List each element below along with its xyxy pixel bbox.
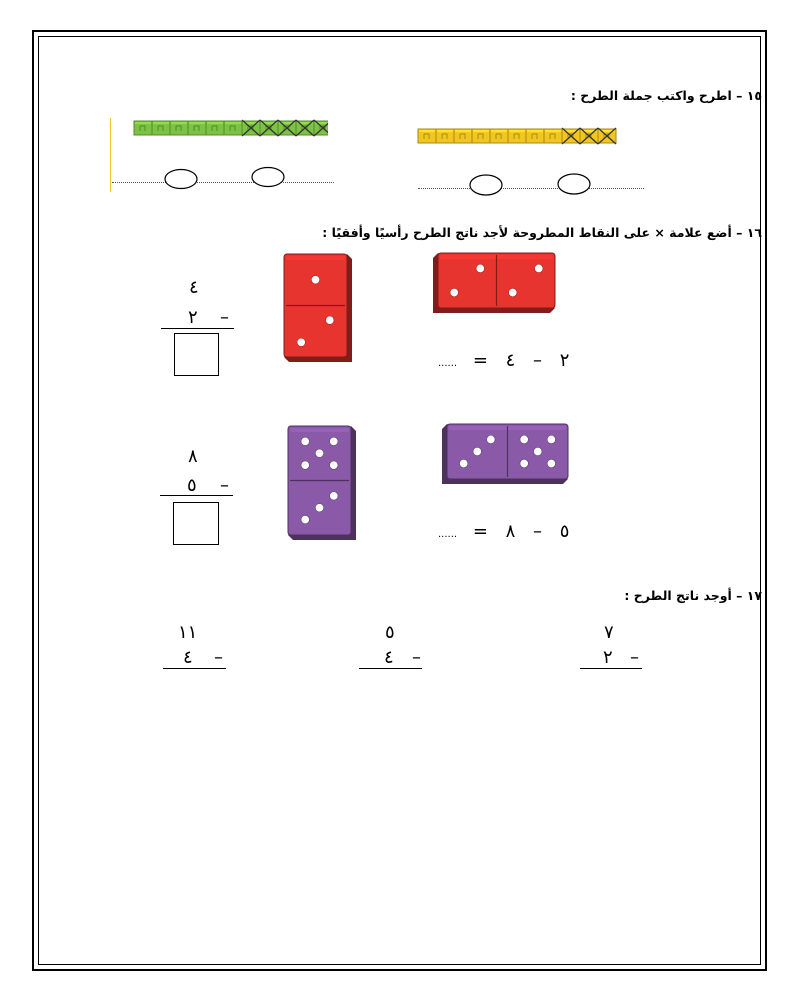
minus-sign: –	[630, 647, 639, 668]
problem-bottom-number: ٢	[603, 647, 613, 668]
question-16-title: ١٦ – أضع علامة × على النقاط المطروحة لأجد ناتج الطرح رأسيًا وأفقيًا :	[322, 225, 762, 240]
result-line	[163, 668, 226, 669]
left-margin-line	[110, 118, 111, 192]
minus-sign: –	[412, 647, 421, 668]
question-15-title: ١٥ – اطرح واكتب جملة الطرح :	[570, 88, 762, 103]
result-line	[160, 495, 233, 496]
red-domino-vertical	[282, 252, 354, 364]
problem-bottom-number: ٤	[384, 647, 394, 668]
domino-pip	[487, 435, 495, 443]
domino-pip	[301, 515, 309, 523]
horizontal-equation	[438, 352, 569, 370]
answer-line-yellow[interactable]	[418, 188, 644, 189]
answer-box[interactable]	[174, 333, 219, 376]
domino-pip	[315, 504, 323, 512]
domino-pip	[520, 435, 528, 443]
minus-sign: –	[220, 475, 229, 496]
domino-pip	[301, 437, 309, 445]
domino-pip	[311, 276, 319, 284]
answer-circle[interactable]	[556, 172, 592, 196]
domino-pip	[476, 264, 484, 272]
problem-top-number: ٥	[385, 622, 395, 643]
minus-sign: –	[214, 647, 223, 668]
problem-top-number: ٧	[604, 622, 614, 643]
purple-domino-vertical	[286, 424, 358, 542]
domino-pip	[297, 338, 305, 346]
answer-line-green[interactable]	[112, 182, 334, 183]
result-line	[161, 328, 234, 329]
minus-sign: –	[220, 307, 229, 328]
domino-pip	[509, 288, 517, 296]
question-17-title: ١٧ – أوجد ناتج الطرح :	[624, 588, 762, 603]
domino-pip	[330, 461, 338, 469]
equals-sign: =	[472, 521, 488, 542]
answer-blank[interactable]: ......	[438, 529, 458, 540]
green-cube-train	[132, 118, 328, 138]
domino-pip	[459, 459, 467, 467]
yellow-cube-train	[416, 126, 640, 146]
domino-pip	[547, 435, 555, 443]
operand-a: ٤	[505, 350, 516, 371]
domino-pip	[535, 264, 543, 272]
domino-pip	[534, 447, 542, 455]
domino-pip	[315, 449, 323, 457]
operand-b: ٢	[559, 350, 570, 371]
domino-pip	[330, 492, 338, 500]
equals-sign: =	[472, 350, 488, 371]
domino-pip	[330, 437, 338, 445]
result-line	[359, 668, 422, 669]
vertical-bottom-number: ٥	[187, 475, 197, 496]
domino-pip	[520, 459, 528, 467]
domino-pip	[301, 461, 309, 469]
result-line	[580, 668, 642, 669]
problem-top-number: ١١	[178, 622, 198, 643]
answer-circle[interactable]	[250, 166, 286, 188]
answer-blank[interactable]: ......	[438, 358, 458, 369]
problem-bottom-number: ٤	[183, 647, 193, 668]
operand-a: ٨	[505, 521, 516, 542]
red-domino-horizontal	[431, 251, 557, 315]
page-border-inner	[38, 36, 761, 965]
purple-domino-horizontal	[440, 422, 570, 486]
vertical-top-number: ٨	[188, 446, 198, 467]
answer-box[interactable]	[173, 502, 219, 545]
minus-sign: –	[533, 521, 543, 542]
vertical-top-number: ٤	[189, 277, 199, 298]
domino-pip	[473, 447, 481, 455]
minus-sign: –	[533, 350, 543, 371]
operand-b: ٥	[559, 521, 570, 542]
horizontal-equation	[438, 523, 569, 541]
answer-circle[interactable]	[163, 168, 199, 190]
domino-pip	[326, 316, 334, 324]
vertical-bottom-number: ٢	[188, 307, 198, 328]
answer-circle[interactable]	[468, 173, 504, 197]
domino-pip	[450, 288, 458, 296]
domino-pip	[547, 459, 555, 467]
